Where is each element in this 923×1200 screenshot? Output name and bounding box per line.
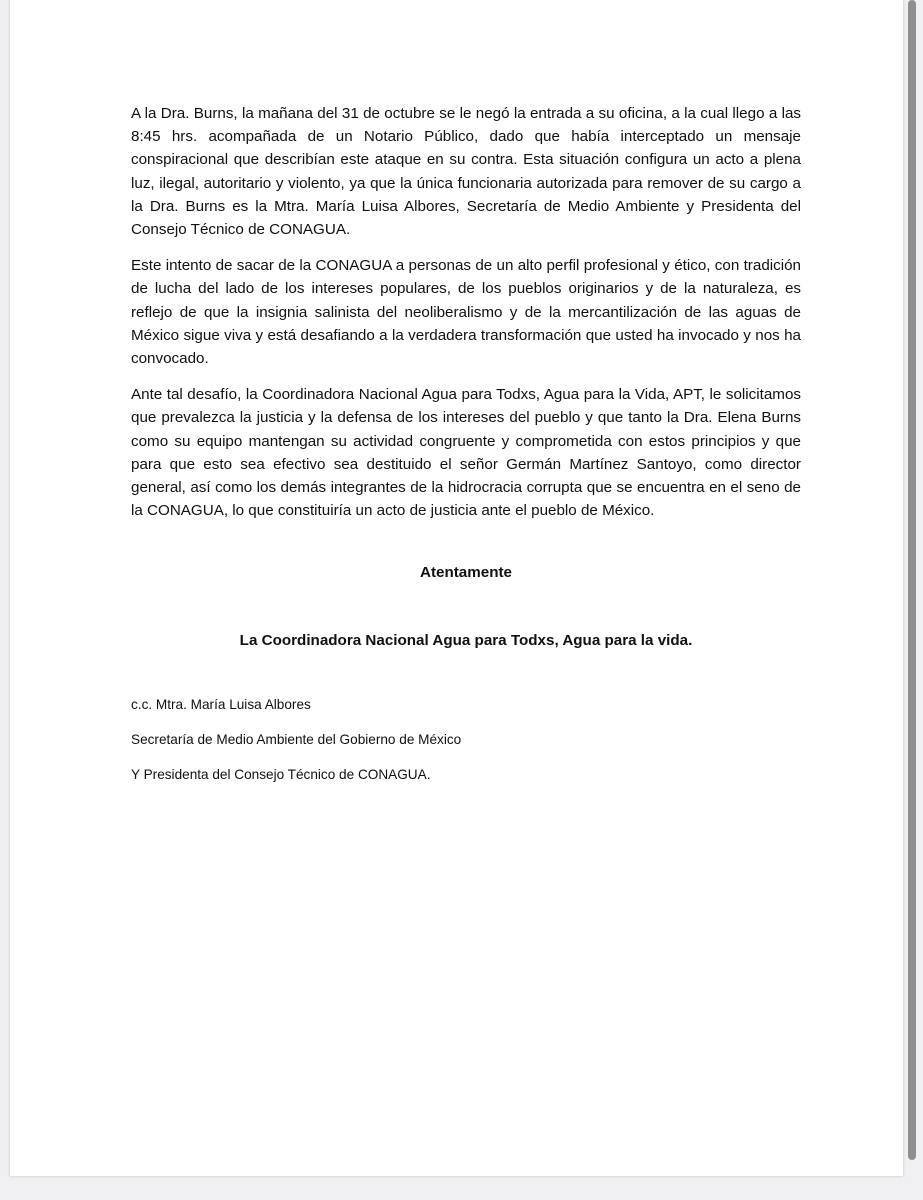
document-page <box>10 0 903 1176</box>
cc-line-3: Y Presidenta del Consejo Técnico de CONAGUA. <box>131 766 431 782</box>
cc-line-2: Secretaría de Medio Ambiente del Gobierno de México <box>131 731 462 747</box>
body-paragraph-3: Ante tal desafío, la Coordinadora Nacional Agua para Todxs, Agua para la Vida, APT, le solicitamos que prevalezca la justicia y la defensa de los intereses del pueblo y que tanto la Dra. Elena Burns como su equipo mantengan su actividad congruente y comprometida con estos principios y que para que esto sea efectivo sea destituido el señor Germán Martínez Santoyo, como director general, así como los demás integrantes de la hidrocracia corrupta que se encuentra en el seno de la CONAGUA, lo que constituiría un acto de justicia ante el pueblo de México. <box>131 386 801 520</box>
signature-line: La Coordinadora Nacional Agua para Todxs, Agua para la vida. <box>239 631 693 649</box>
closing-salutation: Atentamente <box>420 564 512 582</box>
document-body <box>131 102 801 784</box>
body-paragraph-2: Este intento de sacar de la CONAGUA a personas de un alto perfil profesional y ético, con tradición de lucha del lado de los intereses populares, de los pueblos originarios y de la naturaleza, es reflejo de que la insignia salinista del neoliberalismo y de la mercantilización de las aguas de México sigue viva y está desafiando a la verdadera transformación que usted ha invocado y nos ha convocado. <box>131 257 801 368</box>
cc-line-1: c.c. Mtra. María Luisa Albores <box>131 696 311 712</box>
vertical-scrollbar[interactable] <box>908 0 916 1160</box>
body-paragraph-1: A la Dra. Burns, la mañana del 31 de octubre se le negó la entrada a su oficina, a la cual llego a las 8:45 hrs. acompañada de un Notario Público, dado que había interceptado un mensaje conspiracional que describían este ataque en su contra. Esta situación configura un acto a plena luz, ilegal, autoritario y violento, ya que la única funcionaria autorizada para remover de su cargo a la Dra. Burns es la Mtra. María Luisa Albores, Secretaría de Medio Ambiente y Presidenta del Consejo Técnico de CONAGUA. <box>131 105 801 239</box>
